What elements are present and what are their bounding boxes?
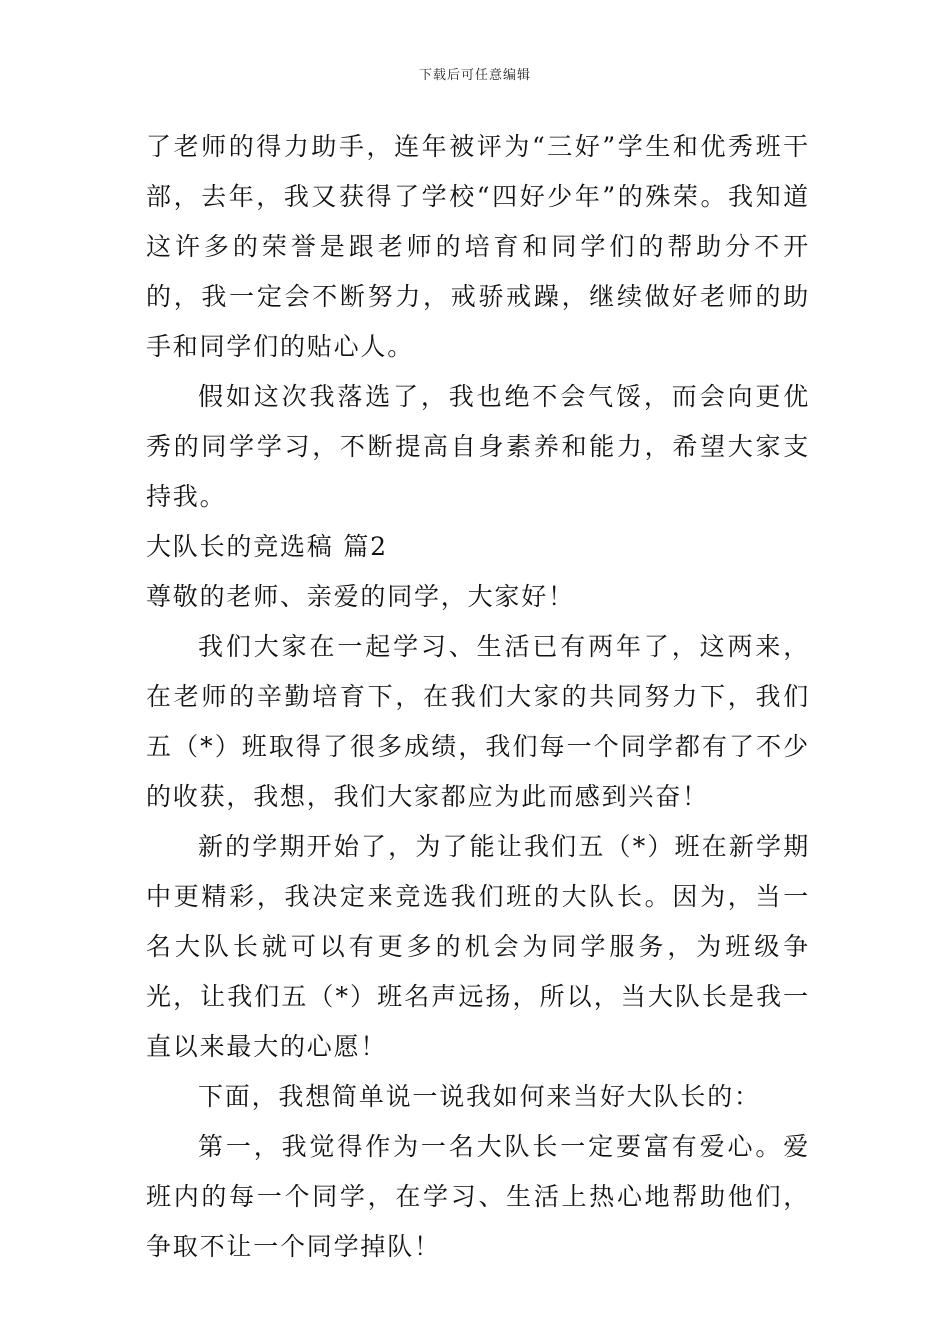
- page-header: 下载后可任意编辑: [418, 68, 531, 83]
- paragraph-continuation: 了老师的得力助手，连年被评为“三好”学生和优秀班干部，去年，我又获得了学校“四好少年”的殊荣。我知道这许多的荣誉是跟老师的培育和同学们的帮助分不开的，我一定会不断努力，戒骄戒躁，继续做好老师的助手和同学们的贴心人。: [146, 132, 810, 361]
- greeting: 尊敬的老师、亲爱的同学，大家好！: [146, 582, 575, 611]
- paragraph-plan-intro: 下面，我想简单说一说我如何来当好大队长的：: [198, 1082, 761, 1111]
- paragraph-defeat-statement: 假如这次我落选了，我也绝不会气馁，而会向更优秀的同学学习，不断提高自身素养和能力，希望大家支持我。: [146, 382, 810, 511]
- section-title: 大队长的竞选稿 篇2: [146, 532, 388, 561]
- document-body: [146, 122, 810, 1272]
- paragraph-intro: 我们大家在一起学习、生活已有两年了，这两来，在老师的辛勤培育下，在我们大家的共同努力下，我们五（*）班取得了很多成绩，我们每一个同学都有了不少的收获，我想，我们大家都应为此而感到兴奋！: [146, 632, 810, 811]
- paragraph-motivation: 新的学期开始了，为了能让我们五（*）班在新学期中更精彩，我决定来竞选我们班的大队长。因为，当一名大队长就可以有更多的机会为同学服务，为班级争光，让我们五（*）班名声远扬，所以，当大队长是我一直以来最大的心愿！: [146, 832, 810, 1061]
- paragraph-first-point: 第一，我觉得作为一名大队长一定要富有爱心。爱班内的每一个同学，在学习、生活上热心地帮助他们，争取不让一个同学掉队！: [146, 1132, 810, 1261]
